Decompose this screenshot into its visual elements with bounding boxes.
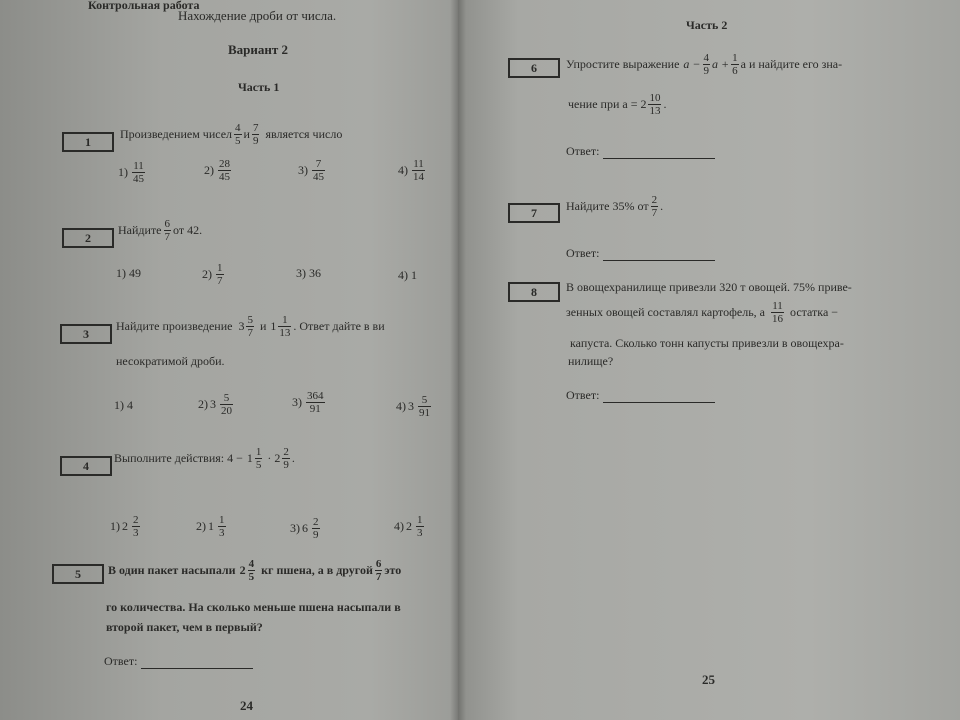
- fraction: [771, 300, 784, 325]
- task-number-5: 5: [52, 564, 104, 584]
- fraction: [246, 314, 254, 339]
- numerator: 2: [133, 514, 139, 526]
- task-8-line-4: нилище?: [568, 354, 614, 368]
- denominator: 16: [772, 313, 784, 325]
- page-number-left: 24: [240, 698, 253, 713]
- denominator: 5: [248, 571, 255, 583]
- denominator: 9: [313, 529, 319, 541]
- task-6-expr-a: a −: [683, 57, 701, 71]
- numerator: 11: [772, 300, 783, 312]
- task-3-text-a: Найдите произведение: [116, 319, 233, 333]
- task-4-text-a: Выполните действия: 4 −: [114, 451, 243, 465]
- task-2-text-b: от 42.: [173, 223, 203, 237]
- answer-line[interactable]: [603, 250, 715, 261]
- part-title-2: Часть 2: [686, 18, 728, 32]
- fraction: [220, 392, 233, 417]
- task-6-answer: [566, 144, 715, 159]
- fraction: [132, 514, 140, 539]
- denominator: 3: [219, 527, 225, 539]
- task-3-option-2: [198, 392, 235, 417]
- task-6-text-a: Упростите выражение: [566, 57, 680, 71]
- header-topic: Нахождение дроби от числа.: [178, 8, 337, 23]
- fraction: [132, 160, 145, 185]
- task-5-text-c: это: [384, 563, 402, 577]
- task-2-text-a: Найдите: [118, 223, 162, 237]
- part-title: Часть 1: [238, 80, 280, 94]
- task-1-option-1: [118, 160, 147, 185]
- task-8-answer: [566, 388, 715, 403]
- fraction: [651, 194, 659, 219]
- task-4-option-4: [394, 514, 426, 539]
- denominator: 91: [309, 403, 321, 415]
- numerator: 10: [649, 92, 661, 104]
- denominator: 45: [133, 173, 144, 185]
- task-6-expr-b: a +: [712, 57, 730, 71]
- denominator: 5: [255, 459, 262, 471]
- task-4-text-b: .: [291, 451, 295, 465]
- task-number-3: 3: [60, 324, 112, 344]
- option-label: 2): [196, 519, 206, 533]
- header-title: Контрольная работа: [88, 0, 200, 12]
- task-7-text-a: Найдите 35% от: [566, 199, 649, 213]
- denominator: 9: [283, 459, 289, 471]
- numerator: 28: [219, 158, 230, 170]
- task-4-text: [114, 446, 295, 471]
- option-label: 2): [202, 267, 212, 281]
- option-label: 4): [396, 399, 406, 413]
- denominator: 6: [732, 65, 738, 77]
- denominator: 45: [219, 171, 230, 183]
- denominator: 13: [649, 105, 661, 117]
- task-1-option-2: [204, 158, 233, 183]
- fraction: [731, 52, 739, 77]
- task-number-6: 6: [508, 58, 560, 78]
- denominator: 9: [703, 65, 710, 77]
- task-6-line-2-b: .: [663, 97, 667, 111]
- denominator: 7: [651, 207, 658, 219]
- fraction: [218, 158, 231, 183]
- right-page: [458, 0, 960, 720]
- numerator: 2: [313, 516, 319, 528]
- fraction: [282, 446, 290, 471]
- fraction: [218, 514, 226, 539]
- numerator: 11: [133, 160, 144, 172]
- numerator: 4: [248, 558, 255, 570]
- task-1-text-a: Произведением чисел: [120, 127, 233, 141]
- task-6-text: [566, 52, 842, 77]
- fraction: [416, 514, 424, 539]
- task-5-line-2: го количества. На сколько меньше пшена насыпали в: [106, 600, 401, 614]
- numerator: 5: [418, 394, 431, 407]
- task-3-and: и: [259, 319, 267, 333]
- mixed-number: [238, 314, 256, 339]
- fraction: [216, 262, 224, 287]
- numerator: 364: [307, 390, 324, 402]
- option-label: 2): [204, 163, 214, 177]
- task-2-option-4: 4) 1: [398, 268, 417, 282]
- task-8-line-2-b: остатка −: [790, 305, 839, 319]
- option-label: 3): [290, 521, 300, 535]
- denominator: 3: [133, 527, 139, 539]
- task-8-line-3: капуста. Сколько тонн капусты привезли в овощехра-: [570, 336, 844, 350]
- task-6-line-2: [568, 92, 666, 117]
- option-label: 4): [398, 163, 408, 177]
- numerator: 7: [252, 122, 259, 134]
- task-1-and: и: [243, 127, 250, 141]
- whole-part: 1: [246, 451, 253, 465]
- task-3-text-b: . Ответ дайте в ви: [293, 319, 385, 333]
- answer-line[interactable]: [603, 148, 715, 159]
- denominator: 3: [417, 527, 423, 539]
- numerator: 7: [312, 158, 325, 171]
- numerator: 1: [278, 314, 291, 327]
- option-label: 3): [298, 163, 308, 177]
- numerator: 5: [220, 392, 233, 405]
- numerator: 6: [164, 218, 171, 230]
- whole-part: 1: [208, 519, 214, 533]
- fraction: [164, 218, 172, 243]
- task-5-text-b: кг пшена, а в другой: [261, 563, 373, 577]
- option-label: 4): [394, 519, 404, 533]
- task-3-option-4: [396, 394, 433, 419]
- task-2-option-1: 1) 49: [116, 266, 141, 280]
- task-8-line-2: [566, 300, 838, 325]
- task-1-option-3: [298, 158, 327, 183]
- fraction: [412, 158, 425, 183]
- whole-part: 2: [406, 519, 412, 533]
- numerator: 6: [375, 558, 382, 570]
- task-2-option-2: [202, 262, 226, 287]
- fraction: [375, 558, 383, 583]
- whole-part: 3: [210, 397, 216, 411]
- denominator: 7: [247, 327, 253, 339]
- mixed-number: [274, 446, 292, 471]
- fraction: [234, 122, 242, 147]
- task-7-text-b: .: [660, 199, 664, 213]
- answer-line[interactable]: [603, 392, 715, 403]
- task-1-text: [120, 122, 342, 147]
- denominator: 7: [164, 231, 171, 243]
- task-5-text: [108, 558, 401, 583]
- task-3-text-c: несократимой дроби.: [116, 354, 225, 368]
- task-number-7: 7: [508, 203, 560, 223]
- denominator: 91: [419, 407, 430, 419]
- task-5-answer: [104, 654, 253, 669]
- task-4-option-1: [110, 514, 142, 539]
- numerator: 2: [651, 194, 658, 206]
- mixed-number: [240, 558, 258, 583]
- task-number-1: 1: [62, 132, 114, 152]
- task-8-line-2-a: зенных овощей составлял картофель, а: [566, 305, 766, 319]
- page-number-right: 25: [702, 672, 715, 687]
- task-7-answer: [566, 246, 715, 261]
- numerator: 1: [417, 514, 423, 526]
- numerator: 4: [703, 52, 710, 64]
- answer-label: Ответ:: [566, 388, 600, 402]
- denominator: 20: [221, 405, 232, 417]
- fraction: [252, 122, 260, 147]
- task-number-2: 2: [62, 228, 114, 248]
- fraction: [306, 390, 325, 415]
- answer-label: Ответ:: [566, 144, 600, 158]
- whole-part: 2: [239, 563, 246, 577]
- numerator: 1: [732, 52, 738, 64]
- whole-part: 2: [274, 451, 281, 465]
- answer-line[interactable]: [141, 658, 253, 669]
- variant-title: Вариант 2: [228, 42, 289, 57]
- numerator: 1: [255, 446, 262, 458]
- option-label: 2): [198, 397, 208, 411]
- fraction: [248, 558, 256, 583]
- task-3-option-1: 1) 4: [114, 398, 133, 412]
- whole-part: 1: [270, 319, 277, 333]
- numerator: 4: [235, 122, 241, 134]
- numerator: 1: [219, 514, 225, 526]
- task-1-text-b: является число: [265, 127, 343, 141]
- fraction: [312, 516, 320, 541]
- task-3-option-3: [292, 390, 327, 415]
- whole-part: 3: [408, 399, 414, 413]
- denominator: 7: [375, 571, 382, 583]
- fraction: [648, 92, 661, 117]
- denominator: 14: [413, 171, 424, 183]
- task-1-option-4: [398, 158, 427, 183]
- task-4-option-3: [290, 516, 322, 541]
- option-label: 1): [110, 519, 120, 533]
- denominator: 7: [217, 275, 223, 287]
- option-label: 3): [292, 395, 302, 409]
- answer-label: Ответ:: [104, 654, 138, 668]
- task-8-line-1: В овощехранилище привезли 320 т овощей. 75% приве-: [566, 280, 852, 294]
- whole-part: 2: [122, 519, 128, 533]
- task-3-text: [116, 314, 385, 339]
- task-number-8: 8: [508, 282, 560, 302]
- numerator: 1: [217, 262, 223, 274]
- whole-part: 3: [238, 319, 245, 333]
- multiply-dot: ·: [267, 451, 272, 465]
- mixed-number: [247, 446, 265, 471]
- option-label: 1): [118, 165, 128, 179]
- fraction: [278, 314, 291, 339]
- denominator: 9: [252, 135, 259, 147]
- numerator: 5: [247, 314, 253, 326]
- denominator: 45: [313, 171, 324, 183]
- task-2-option-3: 3) 36: [296, 266, 321, 280]
- fraction: [312, 158, 325, 183]
- numerator: 2: [283, 446, 289, 458]
- mixed-number: [270, 314, 293, 339]
- answer-label: Ответ:: [566, 246, 600, 260]
- fraction: [703, 52, 711, 77]
- task-number-4: 4: [60, 456, 112, 476]
- fraction: [418, 394, 431, 419]
- task-6-expr-c: a и найдите его зна-: [740, 57, 843, 71]
- task-5-line-3: второй пакет, чем в первый?: [106, 620, 263, 634]
- denominator: 13: [279, 327, 291, 339]
- left-page: [0, 0, 462, 720]
- task-4-option-2: [196, 514, 228, 539]
- fraction: [255, 446, 263, 471]
- task-5-text-a: В один пакет насыпали: [108, 563, 236, 577]
- task-7-text: [566, 194, 663, 219]
- task-6-line-2-a: чение при a = 2: [568, 97, 647, 111]
- denominator: 5: [235, 135, 241, 147]
- whole-part: 6: [302, 521, 308, 535]
- book-spine: [450, 0, 466, 720]
- numerator: 11: [413, 158, 424, 170]
- task-2-text: [118, 218, 202, 243]
